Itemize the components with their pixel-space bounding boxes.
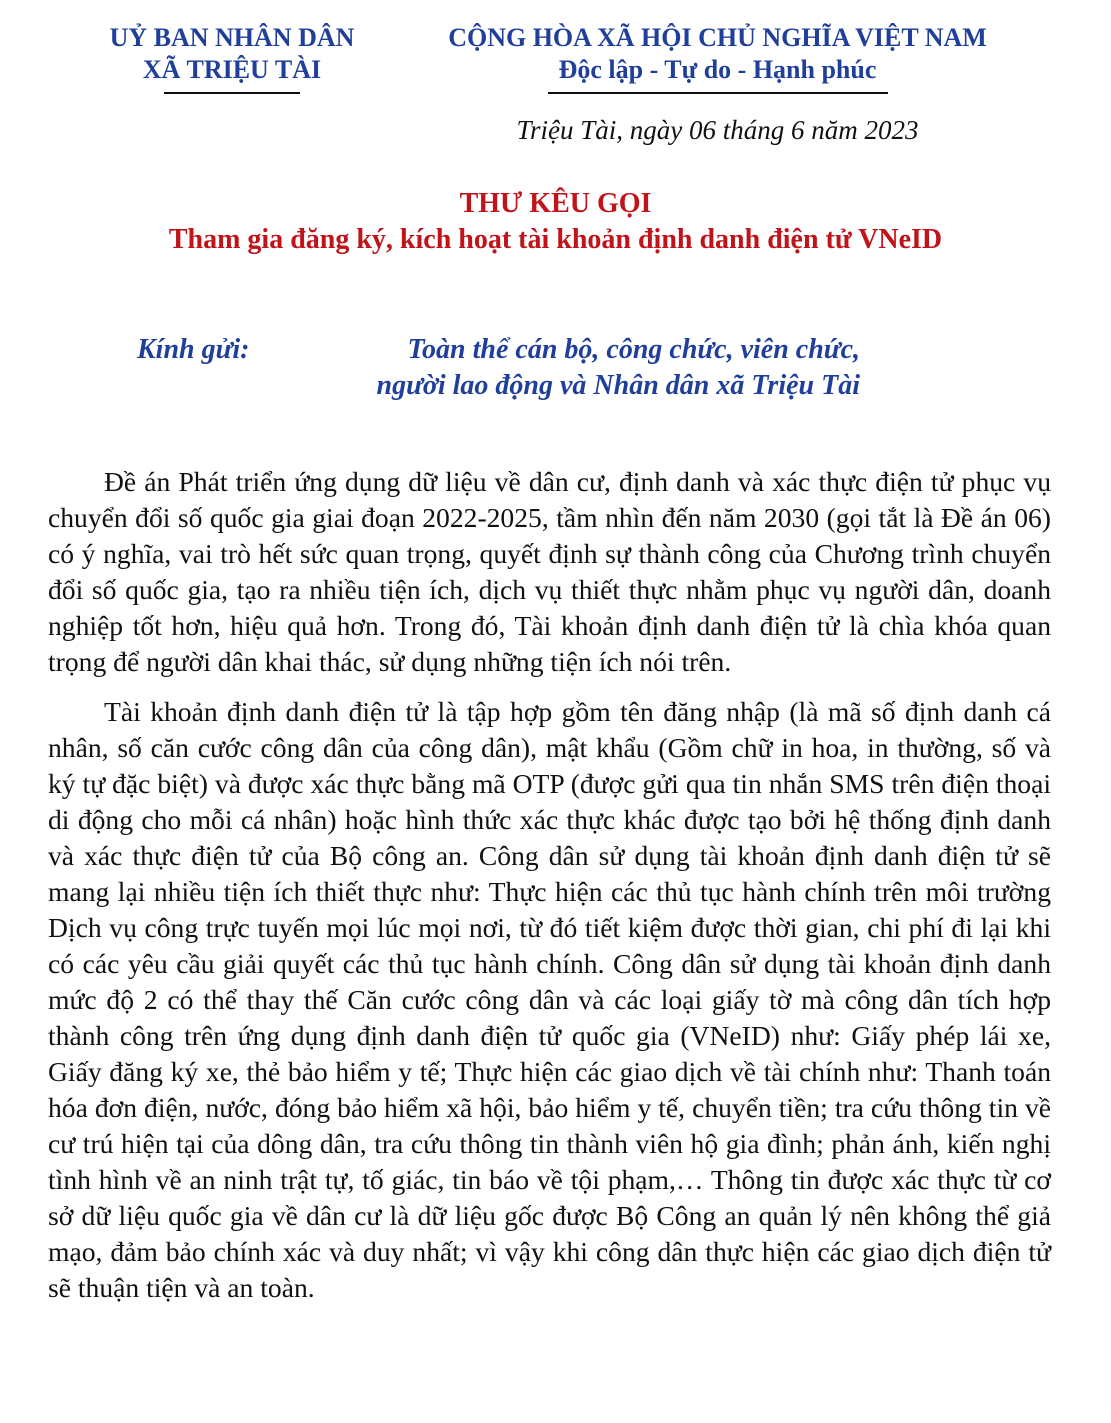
salutation-block [0, 332, 1111, 412]
place-date-line: Triệu Tài, ngày 06 tháng 6 năm 2023 [516, 115, 919, 145]
national-motto [400, 22, 1035, 94]
recipients-line-1: Toàn thể cán bộ, công chức, viên chức, [407, 334, 860, 365]
title-subtitle: Tham gia đăng ký, kích hoạt tài khoản định danh điện tử VNeID [168, 224, 943, 255]
recipients-line-2: người lao động và Nhân dân xã Triệu Tài [376, 370, 860, 401]
document-title [0, 186, 1111, 258]
country-name: CỘNG HÒA XÃ HỘI CHỦ NGHĨA VIỆT NAM [448, 23, 987, 52]
motto-underline [548, 92, 888, 94]
authority-line-1: UỶ BAN NHÂN DÂN [109, 23, 355, 52]
authority-underline [164, 92, 300, 94]
salutation-recipients [300, 332, 860, 404]
letter-body [48, 464, 1051, 1320]
authority-line-2: XÃ TRIỆU TÀI [142, 55, 322, 84]
motto-line: Độc lập - Tự do - Hạnh phúc [558, 55, 877, 84]
issuing-authority [92, 22, 372, 94]
salutation-label: Kính gửi: [137, 334, 250, 365]
title-main: THƯ KÊU GỌI [459, 188, 652, 219]
body-paragraph-1: Đề án Phát triển ứng dụng dữ liệu về dân cư, định danh và xác thực điện tử phục vụ chuyển đổi số quốc gia giai đoạn 2022-2025, tầm nhìn đến năm 2030 (gọi tắt là Đề án 06) có ý nghĩa, vai trò hết sức quan trọng, quyết định sự thành công của Chương trình chuyển đổi số quốc gia, tạo ra nhiều tiện ích, dịch vụ thiết thực nhằm phục vụ người dân, doanh nghiệp tốt hơn, hiệu quả hơn. Trong đó, Tài khoản định danh điện tử là chìa khóa quan trọng để người dân khai thác, sử dụng những tiện ích nói trên. [48, 466, 1051, 677]
body-paragraph-2: Tài khoản định danh điện tử là tập hợp gồm tên đăng nhập (là mã số định danh cá nhân, số căn cước công dân của công dân), mật khẩu (Gồm chữ in hoa, in thường, số và ký tự đặc biệt) và được xác thực bằng mã OTP (được gửi qua tin nhắn SMS trên điện thoại di động cho mỗi cá nhân) hoặc hình thức xác thực khác được tạo bởi hệ thống định danh và xác thực điện tử của Bộ công an. Công dân sử dụng tài khoản định danh điện tử sẽ mang lại nhiều tiện ích thiết thực như: Thực hiện các thủ tục hành chính trên môi trường Dịch vụ công trực tuyến mọi lúc mọi nơi, từ đó tiết kiệm được thời gian, chi phí đi lại khi có các yêu cầu giải quyết các thủ tục hành chính. Công dân sử dụng tài khoản định danh mức độ 2 có thể thay thế Căn cước công dân và các loại giấy tờ mà công dân tích hợp thành công trên ứng dụng định danh điện tử quốc gia (VNeID) như: Giấy phép lái xe, Giấy đăng ký xe, thẻ bảo hiểm y tế; Thực hiện các giao dịch về tài chính như: Thanh toán hóa đơn điện, nước, đóng bảo hiểm xã hội, bảo hiểm y tế, chuyển tiền; tra cứu thông tin về cư trú hiện tại của dông dân, tra cứu thông tin thành viên hộ gia đình; phản ánh, kiến nghị tình hình về an ninh trật tự, tố giác, tin báo về tội phạm,… Thông tin được xác thực từ cơ sở dữ liệu quốc gia về dân cư là dữ liệu gốc được Bộ Công an quản lý nên không thể giả mạo, đảm bảo chính xác và duy nhất; vì vậy khi công dân thực hiện các giao dịch điện tử sẽ thuận tiện và an toàn. [48, 696, 1051, 1303]
